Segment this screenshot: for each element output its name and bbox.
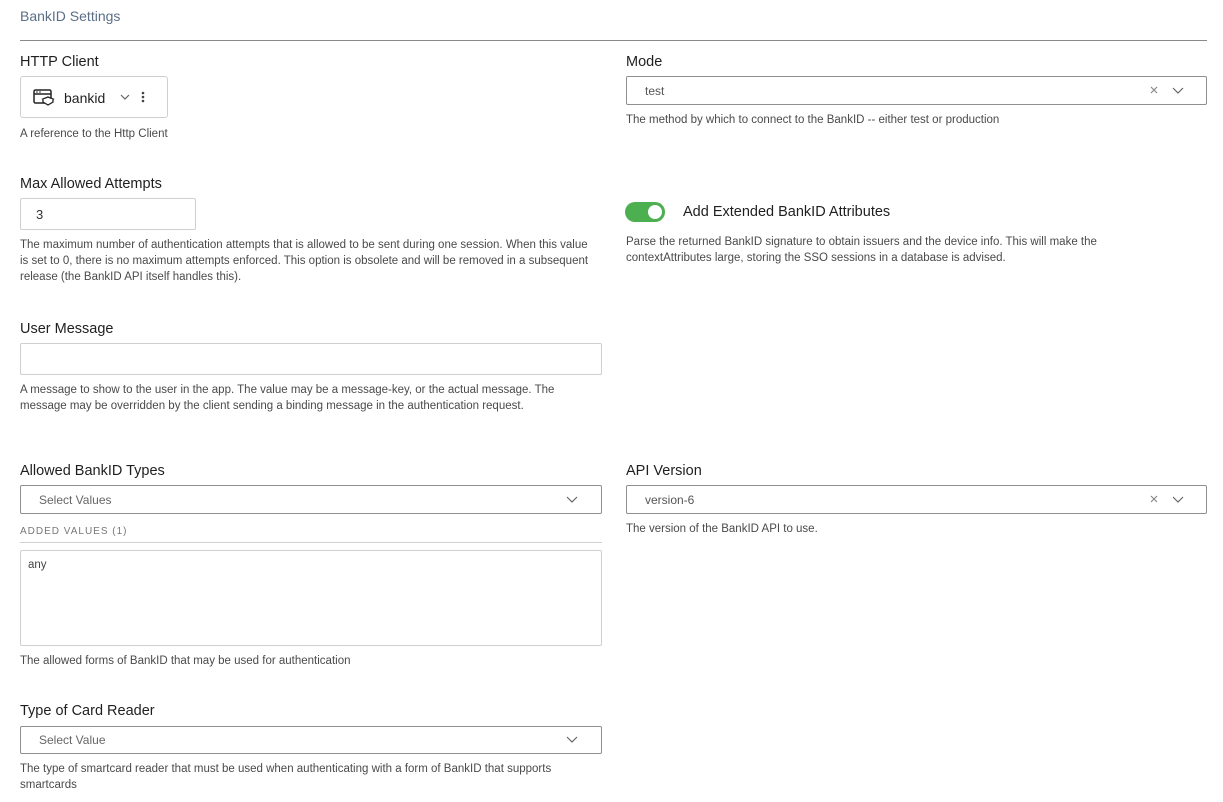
card-reader-help: The type of smartcard reader that must be used when authenticating with a form of BankID that supports smartcards bbox=[20, 763, 552, 791]
chevron-down-icon[interactable] bbox=[1171, 493, 1185, 505]
added-value-item[interactable]: any bbox=[28, 559, 47, 571]
max-attempts-value: 3 bbox=[36, 207, 44, 222]
section-divider bbox=[20, 40, 1207, 41]
card-reader-label: Type of Card Reader bbox=[20, 703, 155, 719]
http-client-label: HTTP Client bbox=[20, 54, 99, 70]
chevron-down-icon[interactable] bbox=[565, 733, 579, 745]
added-values-list[interactable] bbox=[20, 550, 602, 646]
extended-attributes-toggle[interactable] bbox=[625, 202, 665, 222]
clear-icon[interactable] bbox=[1149, 494, 1159, 504]
max-attempts-help: The maximum number of authentication attempts that is allowed to be sent during one session. When this value is set to 0, there is no maximum attempts enforced. This option is obsolete and will be removed in a subsequent release (the BankID API itself handles this). bbox=[20, 239, 589, 283]
chevron-down-icon[interactable] bbox=[565, 493, 579, 505]
api-version-selected-value: version-6 bbox=[645, 493, 695, 507]
max-attempts-input[interactable] bbox=[20, 198, 196, 230]
allowed-types-help: The allowed forms of BankID that may be used for authentication bbox=[20, 655, 351, 667]
extended-attributes-label: Add Extended BankID Attributes bbox=[683, 204, 891, 220]
user-message-input[interactable] bbox=[20, 343, 602, 375]
mode-label: Mode bbox=[626, 54, 663, 70]
allowed-types-placeholder: Select Values bbox=[39, 493, 112, 507]
section-title: BankID Settings bbox=[20, 8, 121, 24]
chevron-down-icon[interactable] bbox=[1171, 84, 1185, 96]
api-version-label: API Version bbox=[626, 463, 702, 479]
http-client-help: A reference to the Http Client bbox=[20, 128, 168, 140]
http-client-reference[interactable] bbox=[20, 76, 168, 118]
added-values-divider bbox=[20, 542, 602, 543]
clear-icon[interactable] bbox=[1149, 85, 1159, 95]
mode-selected-value: test bbox=[645, 84, 665, 98]
allowed-types-select[interactable] bbox=[20, 485, 602, 514]
user-message-help: A message to show to the user in the app. The value may be a message-key, or the actual message. The message may be overridden by the client sending a binding message in the authentication request. bbox=[20, 384, 555, 412]
mode-help: The method by which to connect to the BankID -- either test or production bbox=[626, 114, 1000, 126]
max-attempts-label: Max Allowed Attempts bbox=[20, 176, 162, 192]
added-values-label: ADDED VALUES (1) bbox=[20, 526, 128, 537]
http-client-value: bankid bbox=[64, 90, 106, 106]
api-version-help: The version of the BankID API to use. bbox=[626, 523, 818, 535]
chevron-down-icon[interactable] bbox=[119, 91, 131, 103]
more-vertical-icon[interactable] bbox=[137, 89, 149, 105]
user-message-label: User Message bbox=[20, 321, 114, 337]
allowed-types-label: Allowed BankID Types bbox=[20, 463, 165, 479]
extended-attributes-help: Parse the returned BankID signature to obtain issuers and the device info. This will make the contextAttributes large, storing the SSO sessions in a database is advised. bbox=[626, 236, 1097, 264]
card-reader-select[interactable] bbox=[20, 726, 602, 754]
api-version-select[interactable] bbox=[626, 485, 1207, 514]
card-reader-placeholder: Select Value bbox=[39, 733, 106, 747]
http-client-icon bbox=[33, 89, 55, 107]
toggle-knob bbox=[648, 205, 662, 219]
mode-select[interactable] bbox=[626, 76, 1207, 105]
